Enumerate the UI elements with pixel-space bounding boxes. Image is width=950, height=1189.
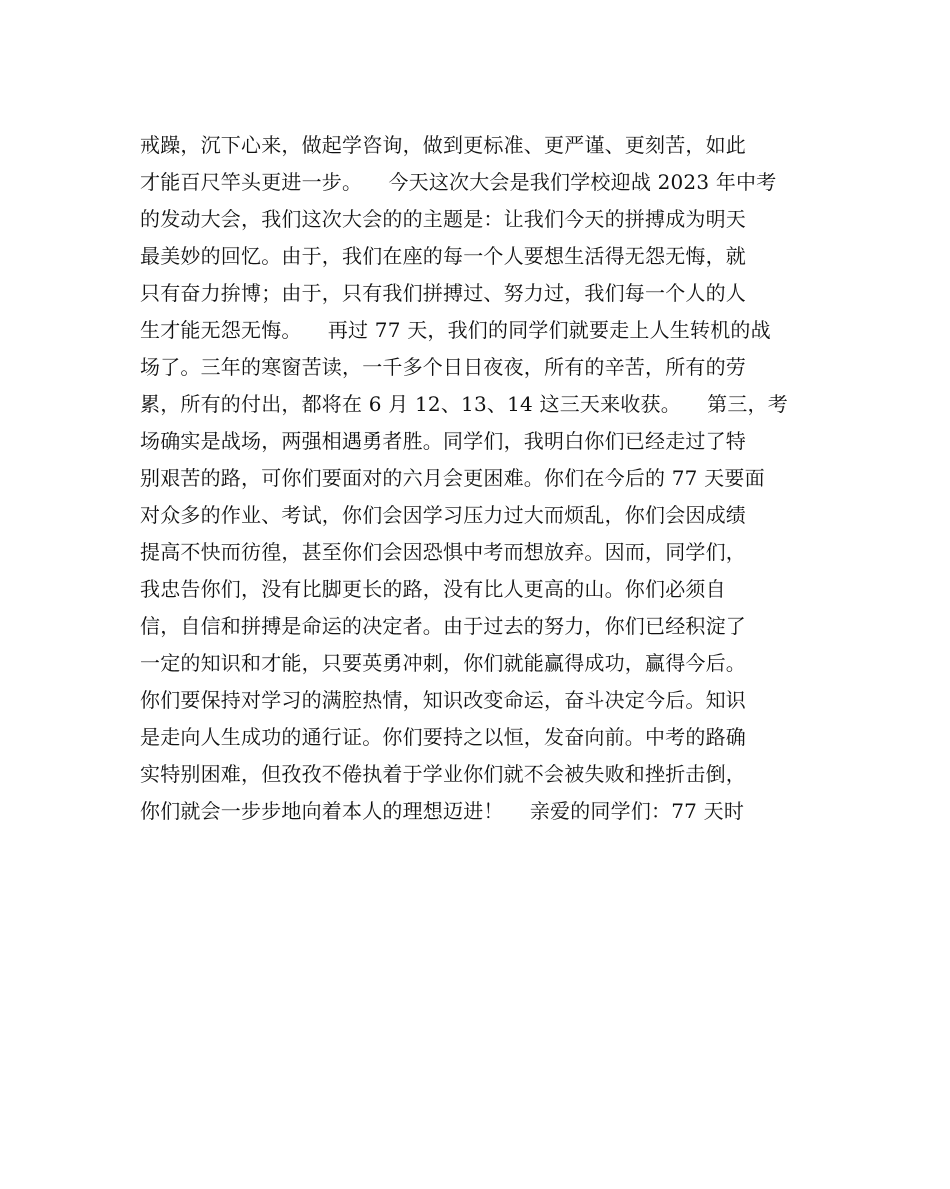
text-line: 的发动大会，我们这次大会的的主题是：让我们今天的拼搏成为明天	[140, 207, 746, 231]
text-line: 你们要保持对学习的满腔热情，知识改变命运，奋斗决定今后。知识	[140, 688, 746, 712]
text-line: 你们就会一步步地向着本人的理想迈进！ 亲爱的同学们：77 天时	[140, 799, 745, 823]
text-line: 才能百尺竿头更进一步。 今天这次大会是我们学校迎战 2023 年中考	[140, 170, 777, 194]
text-line: 累，所有的付出，都将在 6 月 12、13、14 这三天来收获。 第三，考	[140, 392, 788, 416]
text-line: 是走向人生成功的通行证。你们要持之以恒，发奋向前。中考的路确	[140, 725, 746, 749]
text-line: 戒躁，沉下心来，做起学咨询，做到更标准、更严谨、更刻苦，如此	[140, 133, 746, 157]
text-line: 别艰苦的路，可你们要面对的六月会更困难。你们在今后的 77 天要面	[140, 466, 765, 490]
body-text	[140, 127, 840, 830]
text-line: 对众多的作业、考试，你们会因学习压力过大而烦乱，你们会因成绩	[140, 503, 746, 527]
text-line: 最美妙的回忆。由于，我们在座的每一个人要想生活得无怨无悔，就	[140, 244, 746, 268]
text-line: 只有奋力拚博；由于，只有我们拼搏过、努力过，我们每一个人的人	[140, 281, 746, 305]
text-line: 我忠告你们，没有比脚更长的路，没有比人更高的山。你们必须自	[140, 577, 726, 601]
text-line: 场了。三年的寒窗苦读，一千多个日日夜夜，所有的辛苦，所有的劳	[140, 355, 746, 379]
text-line: 场确实是战场，两强相遇勇者胜。同学们，我明白你们已经走过了特	[140, 429, 746, 453]
text-line: 生才能无怨无悔。 再过 77 天，我们的同学们就要走上人生转机的战	[140, 318, 771, 342]
text-line: 一定的知识和才能，只要英勇冲刺，你们就能赢得成功，赢得今后。	[140, 651, 746, 675]
text-line: 提高不快而彷徨，甚至你们会因恐惧中考而想放弃。因而，同学们，	[140, 540, 746, 564]
text-line: 实特别困难，但孜孜不倦执着于学业你们就不会被失败和挫折击倒，	[140, 762, 746, 786]
text-line: 信，自信和拼搏是命运的决定者。由于过去的努力，你们已经积淀了	[140, 614, 746, 638]
